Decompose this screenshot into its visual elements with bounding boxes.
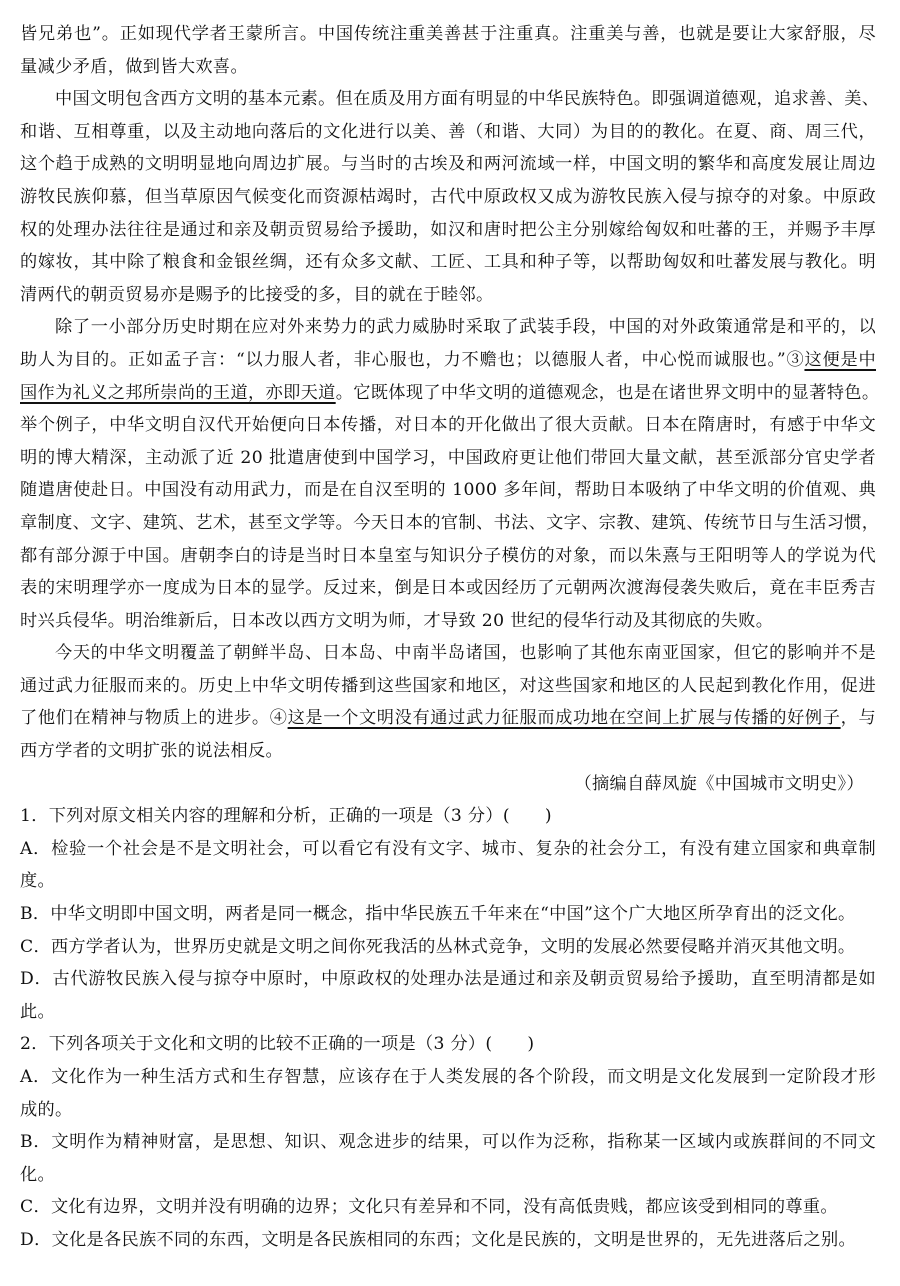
passage-line: 皆兄弟也”。正如现代学者王蒙所言。中国传统注重美善甚于注重真。注重美与善，也就是要让大家舒服，尽 — [20, 24, 876, 44]
question-1-option-d: D．古代游牧民族入侵与掠夺中原时，中原政权的处理办法是通过和亲及朝贡贸易给予援助，直至明清都是如 — [20, 969, 876, 990]
question-1-option-b: B．中华文明即中国文明，两者是同一概念，指中华民族五千年来在“中国”这个广大地区所孕育出的泛文化。 — [20, 904, 856, 925]
passage — [20, 18, 880, 800]
question-2-option-c: C．文化有边界，文明并没有明确的边界；文化只有差异和不同，没有高低贵贱，都应该受到相同的尊重。 — [20, 1197, 838, 1218]
underlined-sentence-3-continued: 国作为礼义之邦所崇尚的王道，亦即天道 — [20, 382, 336, 403]
passage-line: 今天的中华文明覆盖了朝鲜半岛、日本岛、中南半岛诸国，也影响了其他东南亚国家，但它的影响并不是 — [55, 643, 876, 664]
question-1-option-d-continued: 此。 — [20, 1001, 55, 1022]
question-2-option-a: A．文化作为一种生活方式和生存智慧，应该存在于人类发展的各个阶段，而文明是文化发展到一定阶段才形 — [20, 1067, 876, 1087]
passage-line: 和谐、互相尊重，以及主动地向落后的文化进行以美、善（和谐、大同）为目的的教化。在夏、商、周三代， — [20, 121, 876, 142]
underlined-sentence-4: 这是一个文明没有通过武力征服而成功地在空间上扩展与传播的好例子 — [287, 708, 841, 729]
passage-text: 了他们在精神与物质上的进步。 — [20, 708, 270, 729]
passage-line: 章制度、文字、建筑、艺术，甚至文学等。今天日本的官制、书法、文字、宗教、建筑、传统节日与生活习惯， — [20, 512, 880, 533]
passage-line: 这个趋于成熟的文明明显地向周边扩展。与当时的古埃及和两河流域一样，中国文明的繁华和高度发展让周边 — [20, 154, 876, 175]
question-1-option-a-continued: 度。 — [20, 871, 55, 892]
sentence-marker-3: ③ — [786, 349, 805, 370]
passage-line: 随遣唐使赴日。中国没有动用武力，而是在自汉至明的 1000 多年间，帮助日本吸纳了中华文明的价值观、典 — [20, 480, 876, 501]
passage-line: 权的处理办法往往是通过和亲及朝贡贸易给予援助，如汉和唐时把公主分别嫁给匈奴和吐蕃的王，并赐予丰厚 — [20, 219, 876, 240]
passage-line: 西方学者的文明扩张的说法相反。 — [20, 741, 284, 762]
question-2-stem: 2．下列各项关于文化和文明的比较不正确的一项是（3 分）( ) — [20, 1034, 535, 1055]
passage-line: 量减少矛盾，做到皆大欢喜。 — [20, 56, 248, 77]
questions — [20, 800, 876, 1256]
passage-line — [20, 702, 876, 735]
passage-line — [20, 377, 880, 410]
passage-line: 通过武力征服而来的。历史上中华文明传播到这些国家和地区，对这些国家和地区的人民起到教化作用，促进 — [20, 675, 876, 696]
passage-text: 助人为目的。正如孟子言：“以力服人者，非心服也，力不赡也；以德服人者，中心悦而诚服也。” — [20, 349, 786, 370]
passage-line: 清两代的朝贡贸易亦是赐予的比接受的多，目的就在于睦邻。 — [20, 284, 494, 305]
passage-line: 明的博大精深，主动派了近 20 批遣唐使到中国学习，中国政府更让他们带回大量文献，甚至派部分官史学者 — [20, 447, 876, 468]
question-1-option-c: C．西方学者认为，世界历史就是文明之间你死我活的丛林式竞争，文明的发展必然要侵略并消灭其他文明。 — [20, 936, 856, 957]
question-2-option-d: D．文化是各民族不同的东西，文明是各民族相同的东西；文化是民族的，文明是世界的，无先进落后之别。 — [20, 1229, 856, 1250]
question-2-option-b-continued: 化。 — [20, 1164, 55, 1185]
question-2-option-b: B．文明作为精神财富，是思想、知识、观念进步的结果，可以作为泛称，指称某一区域内或族群间的不同文 — [20, 1132, 876, 1153]
passage-line: 举个例子，中华文明自汉代开始便向日本传播，对日本的开化做出了很大贡献。日本在隋唐时，有感于中华文 — [20, 415, 876, 436]
passage-text: 。它既体现了中华文明的道德观念，也是在诸世界文明中的显著特色。 — [335, 382, 880, 403]
sentence-marker-4: ④ — [269, 708, 288, 729]
question-2-option-a-continued: 成的。 — [20, 1099, 73, 1120]
passage-line: 都有部分源于中国。唐朝李白的诗是当时日本皇室与知识分子模仿的对象，而以朱熹与王阳明等人的学说为代 — [20, 545, 876, 566]
question-1-stem: 1．下列对原文相关内容的理解和分析，正确的一项是（3 分）( ) — [20, 806, 552, 827]
underlined-sentence-3: 这便是中 — [804, 349, 876, 370]
passage-line: 的嫁妆，其中除了粮食和金银丝绸，还有众多文献、工匠、工具和种子等，以帮助匈奴和吐蕃发展与教化。明 — [20, 252, 876, 273]
passage-line: 除了一小部分历史时期在应对外来势力的武力威胁时采取了武装手段，中国的对外政策通常是和平的，以 — [55, 317, 876, 338]
source-citation: （摘编自薛凤旋《中国城市文明史》） — [574, 773, 864, 794]
passage-line: 游牧民族仰慕，但当草原因气候变化而资源枯竭时，古代中原政权又成为游牧民族入侵与掠夺的对象。中原政 — [20, 186, 876, 207]
passage-line: 中国文明包含西方文明的基本元素。但在质及用方面有明显的中华民族特色。即强调道德观，追求善、美、 — [55, 89, 880, 110]
passage-line: 时兴兵侵华。明治维新后，日本改以西方文明为师，才导致 20 世纪的侵华行动及其彻底的失败。 — [20, 610, 774, 631]
question-1-option-a: A．检验一个社会是不是文明社会，可以看它有没有文字、城市、复杂的社会分工，有没有建立国家和典章制 — [20, 838, 876, 859]
passage-text: ，与 — [840, 708, 876, 729]
passage-line — [20, 344, 876, 377]
passage-line: 表的宋明理学亦一度成为日本的显学。反过来，倒是日本或因经历了元朝两次渡海侵袭失败后，竟在丰臣秀吉 — [20, 578, 876, 599]
